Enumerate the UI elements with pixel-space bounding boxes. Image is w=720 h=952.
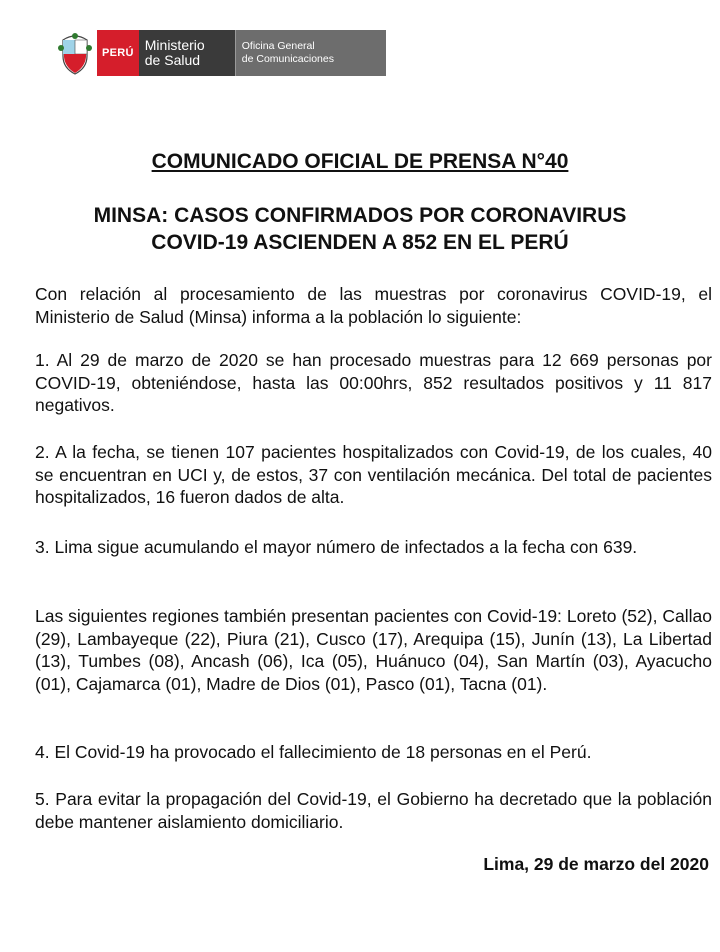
- ministry-line1: Ministerio: [144, 37, 205, 53]
- point-1-paragraph: 1. Al 29 de marzo de 2020 se han procesado muestras para 12 669 personas por COVID-19, obteniéndose, hasta las 00:00hrs, 852 resultados positivos y 11 817 negativos.: [35, 350, 712, 415]
- office-name: [235, 30, 386, 76]
- headline-line2: COVID-19 ASCIENDEN A 852 EN EL PERÚ: [151, 231, 569, 254]
- point-2-paragraph: 2. A la fecha, se tienen 107 pacientes hospitalizados con Covid-19, de los cuales, 40 se encuentran en UCI y, de estos, 37 con ventilación mecánica. Del total de pacientes hospitalizados, 16 fueron dados de alta.: [35, 442, 712, 507]
- intro-paragraph: Con relación al procesamiento de las muestras por coronavirus COVID-19, el Ministerio de Salud (Minsa) informa a la población lo siguiente:: [35, 284, 712, 327]
- point-4-paragraph: 4. El Covid-19 ha provocado el fallecimiento de 18 personas en el Perú.: [35, 742, 592, 762]
- headline-line1: MINSA: CASOS CONFIRMADOS POR CORONAVIRUS: [93, 204, 627, 227]
- document-title: COMUNICADO OFICIAL DE PRENSA N°40: [151, 150, 569, 173]
- ministry-name: [139, 30, 235, 76]
- headline: [0, 202, 720, 256]
- office-line2: de Comunicaciones: [241, 53, 334, 65]
- office-line1: Oficina General: [241, 40, 315, 52]
- ministry-header: [57, 30, 386, 76]
- regions-paragraph: Las siguientes regiones también presentan pacientes con Covid-19: Loreto (52), Callao (29), Lambayeque (22), Piura (21), Cusco (17), Arequipa (15), Junín (13), La Libertad (13), Tumbes (08), Ancash (06), Ica (05), Huánuco (04), San Martín (03), Ayacucho (01), Cajamarca (01), Madre de Dios (01), Pasco (01), Tacna (01).: [35, 606, 712, 694]
- ministry-line2: de Salud: [144, 52, 201, 68]
- point-5-paragraph: 5. Para evitar la propagación del Covid-19, el Gobierno ha decretado que la población debe mantener aislamiento domiciliario.: [35, 789, 712, 832]
- date-signature: Lima, 29 de marzo del 2020: [483, 854, 709, 874]
- coat-of-arms-icon: [57, 30, 93, 76]
- country-label: PERÚ: [97, 30, 139, 76]
- point-3-paragraph: 3. Lima sigue acumulando el mayor número de infectados a la fecha con 639.: [35, 537, 638, 557]
